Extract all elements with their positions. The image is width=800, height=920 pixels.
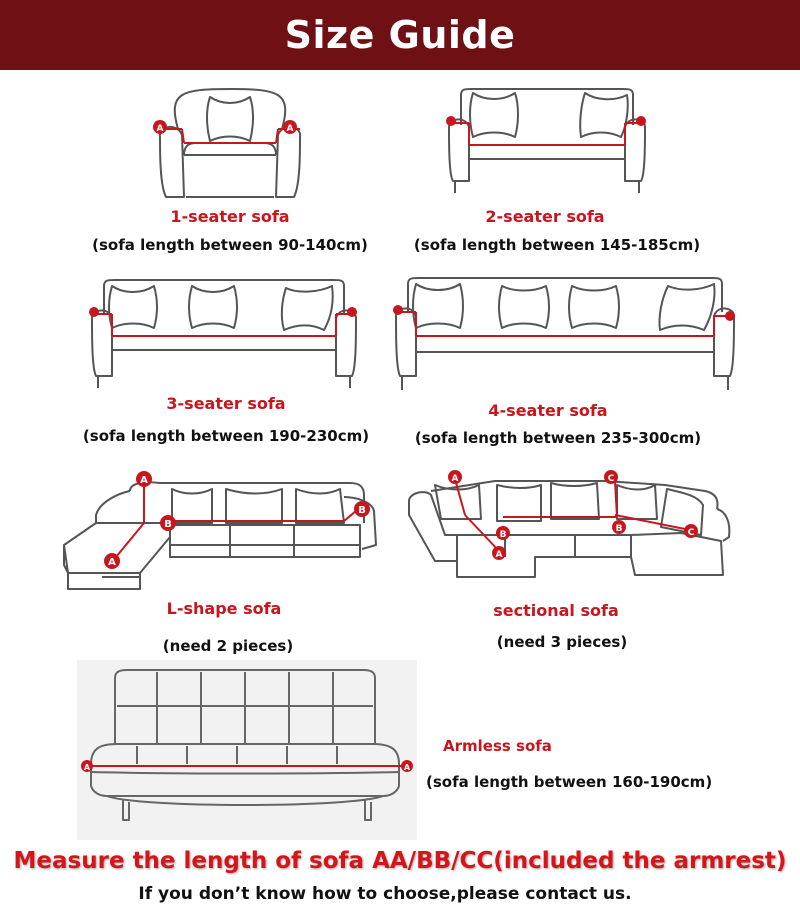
marker-c-top xyxy=(604,470,618,484)
svg-text:A: A xyxy=(156,124,164,134)
marker-a-bottom xyxy=(492,546,506,560)
marker-a-right xyxy=(347,307,357,317)
svg-text:B: B xyxy=(358,505,366,516)
marker-a-left xyxy=(81,760,93,772)
marker-a-left xyxy=(153,120,167,134)
sectional-sofa-illustration xyxy=(405,465,735,595)
header-banner xyxy=(0,0,800,70)
marker-a-bottom xyxy=(104,553,120,569)
l-shape-sofa-illustration xyxy=(60,465,380,595)
svg-text:C: C xyxy=(607,474,615,484)
svg-text:A: A xyxy=(403,763,411,772)
contact-note: If you don’t know how to choose,please contact us. xyxy=(138,884,632,904)
four-seater-sofa-illustration xyxy=(392,276,738,396)
marker-a-right xyxy=(283,120,297,134)
sofa-name-1-seater: 1-seater sofa xyxy=(170,207,290,226)
sofa-name-armless: Armless sofa xyxy=(443,737,552,755)
svg-text:A: A xyxy=(451,474,459,484)
marker-a-right xyxy=(636,116,646,126)
sofa-name-l-shape: L-shape sofa xyxy=(166,599,282,618)
marker-a-left xyxy=(446,116,456,126)
sofa-detail-l-shape: (need 2 pieces) xyxy=(162,637,294,655)
svg-text:A: A xyxy=(108,557,116,568)
sofa-detail-sectional: (need 3 pieces) xyxy=(496,633,628,651)
svg-text:B: B xyxy=(615,524,623,534)
sofa-detail-armless: (sofa length between 160-190cm) xyxy=(426,773,713,791)
marker-b-right xyxy=(612,520,626,534)
marker-b-left xyxy=(160,515,176,531)
marker-b-left xyxy=(496,526,510,540)
marker-a-right xyxy=(725,311,735,321)
sofa-name-sectional: sectional sofa xyxy=(493,601,619,620)
svg-text:C: C xyxy=(687,528,695,538)
page-title: Size Guide xyxy=(284,13,516,57)
marker-c-right xyxy=(684,524,698,538)
armless-sofa-illustration xyxy=(77,660,417,840)
svg-text:A: A xyxy=(286,124,294,134)
sofa-detail-3-seater: (sofa length between 190-230cm) xyxy=(82,427,370,445)
marker-a-top xyxy=(448,470,462,484)
svg-text:A: A xyxy=(495,550,503,560)
marker-a-left xyxy=(393,305,403,315)
marker-a-top xyxy=(136,471,152,487)
measure-note: Measure the length of sofa AA/BB/CC(included the armrest) xyxy=(13,848,787,874)
sofa-name-2-seater: 2-seater sofa xyxy=(485,207,605,226)
svg-text:A: A xyxy=(140,475,148,486)
one-seater-sofa-illustration xyxy=(150,85,310,205)
sofa-detail-2-seater: (sofa length between 145-185cm) xyxy=(413,236,701,254)
sofa-name-3-seater: 3-seater sofa xyxy=(166,394,286,413)
three-seater-sofa-illustration xyxy=(88,278,360,393)
marker-a-right xyxy=(401,760,413,772)
sofa-detail-4-seater: (sofa length between 235-300cm) xyxy=(414,429,702,447)
svg-text:B: B xyxy=(164,519,172,530)
sofa-detail-1-seater: (sofa length between 90-140cm) xyxy=(92,236,368,254)
svg-text:B: B xyxy=(499,530,507,540)
two-seater-sofa-illustration xyxy=(445,85,650,200)
marker-b-right xyxy=(354,501,370,517)
marker-a-left xyxy=(89,307,99,317)
sofa-name-4-seater: 4-seater sofa xyxy=(488,401,608,420)
svg-text:A: A xyxy=(83,763,91,772)
